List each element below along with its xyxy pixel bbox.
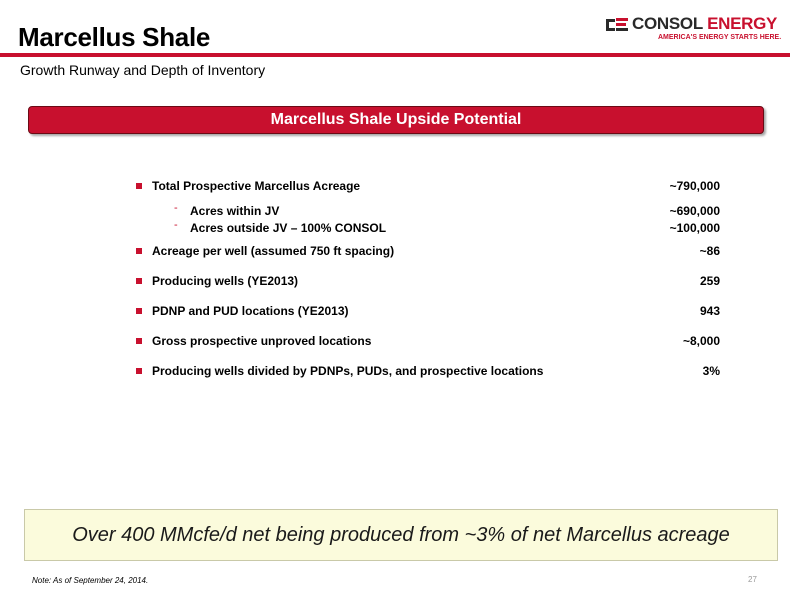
item-label: Acres outside JV – 100% CONSOL (190, 221, 387, 235)
item-label: Acreage per well (assumed 750 ft spacing) (152, 244, 395, 258)
banner-label: Marcellus Shale Upside Potential (270, 111, 522, 128)
list-item (136, 179, 720, 197)
highlight-callout (24, 509, 778, 561)
page-number: 27 (748, 575, 757, 584)
item-value: ~100,000 (669, 221, 720, 235)
item-label: Gross prospective unproved locations (152, 334, 372, 348)
list-item (136, 274, 720, 292)
item-value: ~86 (699, 244, 720, 258)
list-subitem (174, 221, 720, 239)
logo-name-consol: CONSOL (632, 14, 703, 33)
list-item (136, 364, 720, 382)
dash-icon: - (174, 219, 178, 231)
item-value: ~690,000 (669, 204, 720, 218)
bullet-icon (136, 183, 142, 189)
item-label: Producing wells divided by PDNPs, PUDs, and prospective locations (152, 364, 544, 378)
bullet-icon (136, 278, 142, 284)
logo-name-energy: ENERGY (707, 14, 778, 33)
dash-icon: - (174, 202, 178, 214)
footnote: Note: As of September 24, 2014. (32, 576, 149, 585)
item-value: 259 (699, 274, 720, 288)
item-label: Producing wells (YE2013) (152, 274, 299, 288)
bullet-icon (136, 368, 142, 374)
item-value: 3% (702, 364, 720, 378)
list-subitem (174, 204, 720, 222)
callout-text: Over 400 MMcfe/d net being produced from ~3% of net Marcellus acreage (72, 523, 730, 546)
bullet-icon (136, 338, 142, 344)
logo-tagline: AMERICA'S ENERGY STARTS HERE. (658, 34, 782, 41)
bullet-icon (136, 308, 142, 314)
bullet-icon (136, 248, 142, 254)
list-item (136, 304, 720, 322)
page-title: Marcellus Shale (18, 22, 211, 52)
item-label: PDNP and PUD locations (YE2013) (152, 304, 349, 318)
item-value: ~8,000 (682, 334, 720, 348)
item-value: ~790,000 (669, 179, 720, 193)
list-item (136, 244, 720, 262)
page-subtitle: Growth Runway and Depth of Inventory (20, 62, 266, 78)
item-label: Total Prospective Marcellus Acreage (152, 179, 361, 193)
item-value: 943 (699, 304, 720, 318)
item-label: Acres within JV (190, 204, 280, 218)
list-item (136, 334, 720, 352)
